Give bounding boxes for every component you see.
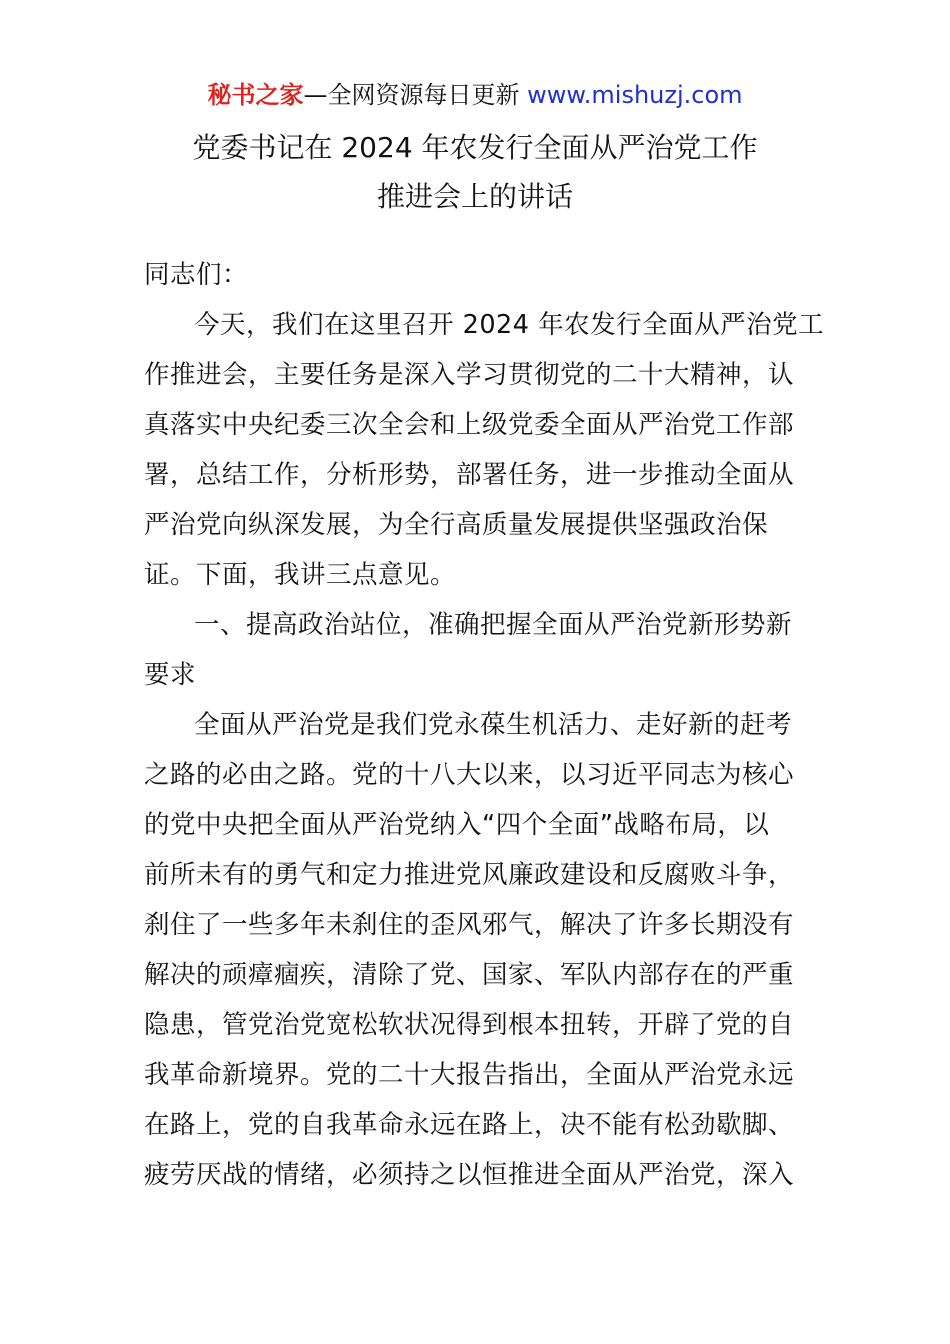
paragraph-line: 我革命新境界。党的二十大报告指出，全面从严治党永远 xyxy=(144,1060,795,1090)
paragraph-line: 隐患，管党治党宽松软状况得到根本扭转，开辟了党的自 xyxy=(144,1010,795,1040)
document-title-line-2: 推进会上的讲话 xyxy=(376,180,573,213)
paragraph-line: 刹住了一些多年未刹住的歪风邪气，解决了许多长期没有 xyxy=(144,910,795,940)
paragraph-line: 作推进会，主要任务是深入学习贯彻党的二十大精神，认 xyxy=(144,360,795,390)
paragraph-line: 的党中央把全面从严治党纳入“四个全面”战略布局，以 xyxy=(144,810,770,840)
paragraph-line: 今天，我们在这里召开 2024 年农发行全面从严治党工 xyxy=(194,310,825,340)
paragraph-line: 全面从严治党是我们党永葆生机活力、走好新的赶考 xyxy=(194,710,793,740)
header-tagline: —全网资源每日更新 xyxy=(303,81,528,109)
paragraph-line: 署，总结工作，分析形势，部署任务，进一步推动全面从 xyxy=(144,460,795,490)
document-body xyxy=(144,250,825,1200)
paragraph-line: 之路的必由之路。党的十八大以来，以习近平同志为核心 xyxy=(144,760,795,790)
section-heading-line: 要求 xyxy=(144,660,197,690)
paragraph-line: 前所未有的勇气和定力推进党风廉政建设和反腐败斗争， xyxy=(144,860,795,890)
brand-name: 秘书之家 xyxy=(207,81,304,109)
site-url-link[interactable]: www.mishuzj.com xyxy=(527,81,743,109)
section-heading-line: 一、提高政治站位，准确把握全面从严治党新形势新 xyxy=(194,610,793,640)
paragraph-line: 证。下面，我讲三点意见。 xyxy=(144,560,457,590)
paragraph-line: 真落实中央纪委三次全会和上级党委全面从严治党工作部 xyxy=(144,410,795,440)
site-header xyxy=(0,78,950,112)
paragraph-line: 严治党向纵深发展，为全行高质量发展提供坚强政治保 xyxy=(144,510,769,540)
document-title-line-1: 党委书记在 2024 年农发行全面从严治党工作 xyxy=(192,131,758,164)
paragraph-line: 解决的顽瘴痼疾，清除了党、国家、军队内部存在的严重 xyxy=(144,960,795,990)
paragraph-line: 在路上，党的自我革命永远在路上，决不能有松劲歇脚、 xyxy=(144,1110,795,1140)
salutation: 同志们： xyxy=(144,260,249,290)
paragraph-line: 疲劳厌战的情绪，必须持之以恒推进全面从严治党，深入 xyxy=(144,1160,795,1190)
